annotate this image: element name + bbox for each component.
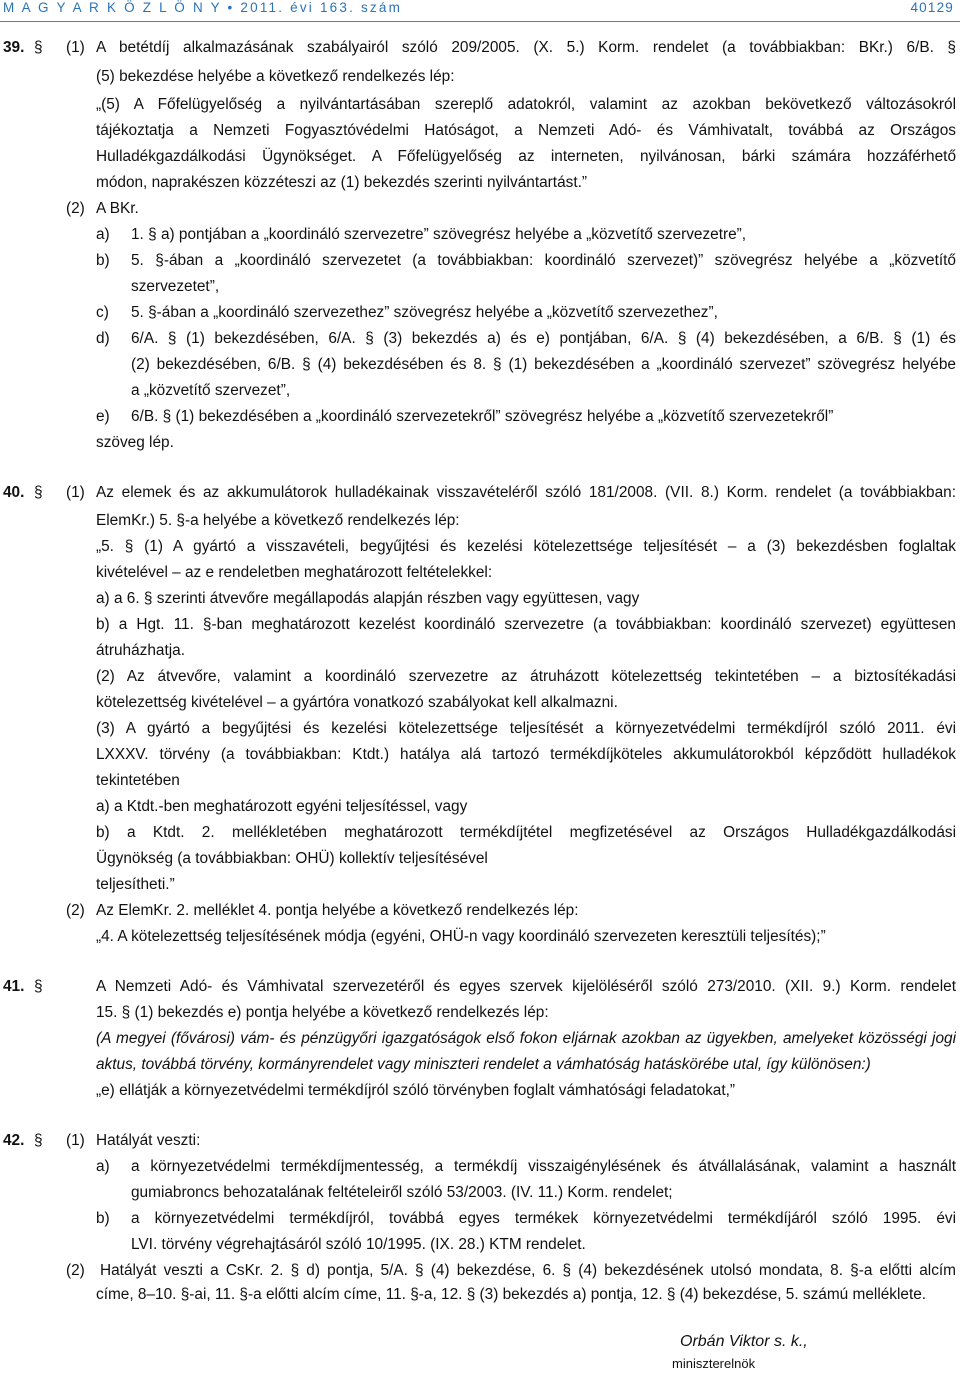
item-label: e) bbox=[96, 408, 110, 425]
section-number: 42. bbox=[3, 1132, 25, 1149]
text-line: LXXXV. törvény (a továbbiakban: Ktdt.) hatálya alá tartozó termékdíjköteles akkumulátorokból képződött hulladékok bbox=[96, 746, 956, 763]
text-line: 6/B. § (1) bekezdésében a „koordináló szervezetekről” szövegrész helyébe a „közvetítő szervezetekről” bbox=[131, 408, 834, 425]
text-line: a környezetvédelmi termékdíjmentesség, a termékdíj visszaigénylésének és átvállalásának, valamint a használt bbox=[131, 1158, 956, 1175]
text-line: módon, naprakészen közzéteszi az (1) bekezdés szerinti nyilvántartást.” bbox=[96, 174, 588, 191]
section-sign: § bbox=[34, 978, 43, 995]
text-line: 15. § (1) bekezdés e) pontja helyébe a következő rendelkezés lép: bbox=[96, 1004, 549, 1021]
text-line: tekintetében bbox=[96, 772, 180, 789]
text-line: „4. A kötelezettség teljesítésének módja (egyéni, OHÜ-n vagy koordináló szervezeten keresztüli teljesítés);” bbox=[96, 928, 826, 945]
text-line: 1. § a) pontjában a „koordináló szervezetre” szövegrész helyébe a „közvetítő szervezetre”, bbox=[131, 226, 747, 243]
text-line: ElemKr.) 5. §-a helyébe a következő rendelkezés lép: bbox=[96, 512, 460, 529]
text-line: LVI. törvény végrehajtásáról szóló 10/1995. (IX. 28.) KTM rendelet. bbox=[131, 1236, 586, 1253]
text-line: címe, 8–10. §-ai, 11. §-a előtti alcím címe, 11. §-a, 12. § (3) bekezdés a) pontja, 12. § (4) bekezdése, 5. számú melléklete. bbox=[96, 1286, 927, 1303]
section-sign: § bbox=[34, 484, 43, 501]
section-number: 39. bbox=[3, 39, 25, 56]
text-line: (3) A gyártó a begyűjtési és kezelési kötelezettsége teljesítését a környezetvédelmi termékdíjról szóló 2011. évi bbox=[96, 720, 956, 737]
text-line: (A megyei (fővárosi) vám- és pénzügyőri igazgatóságok első fokon eljárnak azokban az ügyekben, amelyeket közösségi jogi bbox=[96, 1030, 956, 1047]
text-line: aktus, továbbá törvény, kormányrendelet vagy miniszteri rendelet a vámhatóság hatáskörébe utal, így különösen:) bbox=[96, 1056, 871, 1073]
text-line: 5. §-ában a „koordináló szervezethez” szövegrész helyébe a „közvetítő szervezethez”, bbox=[131, 304, 718, 321]
text-line: kötelezettség kivételével – a gyártóra vonatkozó szabályokat kell alkalmazni. bbox=[96, 694, 618, 711]
text-line: teljesítheti.” bbox=[96, 876, 175, 893]
text-line: Az ElemKr. 2. melléklet 4. pontja helyébe a következő rendelkezés lép: bbox=[96, 902, 579, 919]
text-line: „e) ellátják a környezetvédelmi termékdíjról szóló törvényben foglalt vámhatósági feladatokat,” bbox=[96, 1082, 736, 1099]
text-line: Hulladékgazdálkodási Ügynökséget. A Főfelügyelőség az interneten, nyilvánosan, bárki számára hozzáférhető bbox=[96, 148, 956, 165]
text-line: b) a Ktdt. 2. mellékletében meghatározott termékdíjtétel megfizetésével az Országos Hulladékgazdálkodási bbox=[96, 824, 956, 841]
text-line: 5. §-ában a „koordináló szervezetet (a továbbiakban: koordináló szervezet)” szövegrész helyébe a „közvetítő bbox=[131, 252, 956, 269]
text-line: „5. § (1) A gyártó a visszavételi, begyűjtési és kezelési kötelezettsége teljesítését – a (3) bekezdésben foglaltak bbox=[96, 538, 956, 555]
signatory-name: Orbán Viktor s. k., bbox=[680, 1333, 808, 1350]
paragraph-number: (2) bbox=[66, 902, 85, 919]
text-line: szöveg lép. bbox=[96, 434, 174, 451]
section-number: 40. bbox=[3, 484, 25, 501]
text-line: (5) bekezdése helyébe a következő rendelkezés lép: bbox=[96, 68, 455, 85]
text-line: (2) bekezdésében, 6/B. § (4) bekezdésében és 8. § (1) bekezdésében a „koordináló szervezet” szövegrész helyébe bbox=[131, 356, 956, 373]
text-line: a) a Ktdt.-ben meghatározott egyéni teljesítéssel, vagy bbox=[96, 798, 468, 815]
text-line: A Nemzeti Adó- és Vámhivatal szervezetéről és egyes szervek kijelöléséről szóló 273/2010. (XII. 9.) Korm. rendelet bbox=[96, 978, 956, 995]
section-number: 41. bbox=[3, 978, 25, 995]
text-line: Hatályát veszti: bbox=[96, 1132, 201, 1149]
text-line: szervezetet”, bbox=[131, 278, 220, 295]
item-label: b) bbox=[96, 252, 110, 269]
text-line: A BKr. bbox=[96, 200, 139, 217]
page-header bbox=[0, 0, 960, 22]
paragraph-number: (1) bbox=[66, 484, 85, 501]
paragraph-number: (2) bbox=[66, 200, 85, 217]
paragraph-number: (2) bbox=[66, 1262, 85, 1279]
text-line: kivételével – az e rendeletben meghatározott feltételekkel: bbox=[96, 564, 493, 581]
header-divider bbox=[0, 21, 960, 22]
text-line: gumiabroncs behozatalának feltételeiről szóló 53/2003. (IV. 11.) Korm. rendelet; bbox=[131, 1184, 673, 1201]
paragraph-number: (1) bbox=[66, 1132, 85, 1149]
section-sign: § bbox=[34, 39, 43, 56]
text-line: a környezetvédelmi termékdíjról, továbbá egyes termékek környezetvédelmi termékdíjáról szóló 1995. évi bbox=[131, 1210, 956, 1227]
text-line: A betétdíj alkalmazásának szabályairól szóló 209/2005. (X. 5.) Korm. rendelet (a továbbiakban: BKr.) 6/B. § bbox=[96, 39, 956, 56]
paragraph-number: (1) bbox=[66, 39, 85, 56]
item-label: a) bbox=[96, 1158, 110, 1175]
text-line: Hatályát veszti a CsKr. 2. § d) pontja, 5/A. § (4) bekezdése, 6. § (4) bekezdésének utolsó mondata, 8. §-a előtti alcím bbox=[100, 1262, 956, 1279]
item-label: a) bbox=[96, 226, 110, 243]
text-line: b) a Hgt. 11. §-ban meghatározott kezelést koordináló szervezetre (a továbbiakban: koordináló szervezet) együttesen bbox=[96, 616, 956, 633]
text-line: tájékoztatja a Nemzeti Fogyasztóvédelmi Hatóságot, a Nemzeti Adó- és Vámhivatalt, továbbá az Országos bbox=[96, 122, 956, 139]
item-label: d) bbox=[96, 330, 110, 347]
text-line: (2) Az átvevőre, valamint a koordináló szervezetre az átruházott kötelezettség tekintetében – a biztosítékadási bbox=[96, 668, 956, 685]
text-line: a) a 6. § szerinti átvevőre megállapodás alapján részben vagy együttesen, vagy bbox=[96, 590, 640, 607]
text-line: átruházhatja. bbox=[96, 642, 185, 659]
item-label: c) bbox=[96, 304, 109, 321]
text-line: Ügynökség (a továbbiakban: OHÜ) kollektív teljesítésével bbox=[96, 850, 488, 867]
signatory-title: miniszterelnök bbox=[672, 1356, 756, 1371]
journal-title: M A G Y A R K Ö Z L Ö N Y • 2011. évi 163. szám bbox=[3, 0, 403, 15]
text-line: Az elemek és az akkumulátorok hulladékainak visszavételéről szóló 181/2008. (VII. 8.) Korm. rendelet (a továbbiakban: bbox=[96, 484, 956, 501]
text-line: „(5) A Főfelügyelőség a nyilvántartásában szereplő adatokról, valamint az azokban bekövetkező változásokról bbox=[96, 96, 956, 113]
text-line: a „közvetítő szervezet”, bbox=[131, 382, 291, 399]
item-label: b) bbox=[96, 1210, 110, 1227]
text-line: 6/A. § (1) bekezdésében, 6/A. § (3) bekezdés a) és e) pontjában, 6/A. § (4) bekezdésében, a 6/B. § (1) és bbox=[131, 330, 956, 347]
section-sign: § bbox=[34, 1132, 43, 1149]
page-number: 40129 bbox=[910, 0, 954, 15]
